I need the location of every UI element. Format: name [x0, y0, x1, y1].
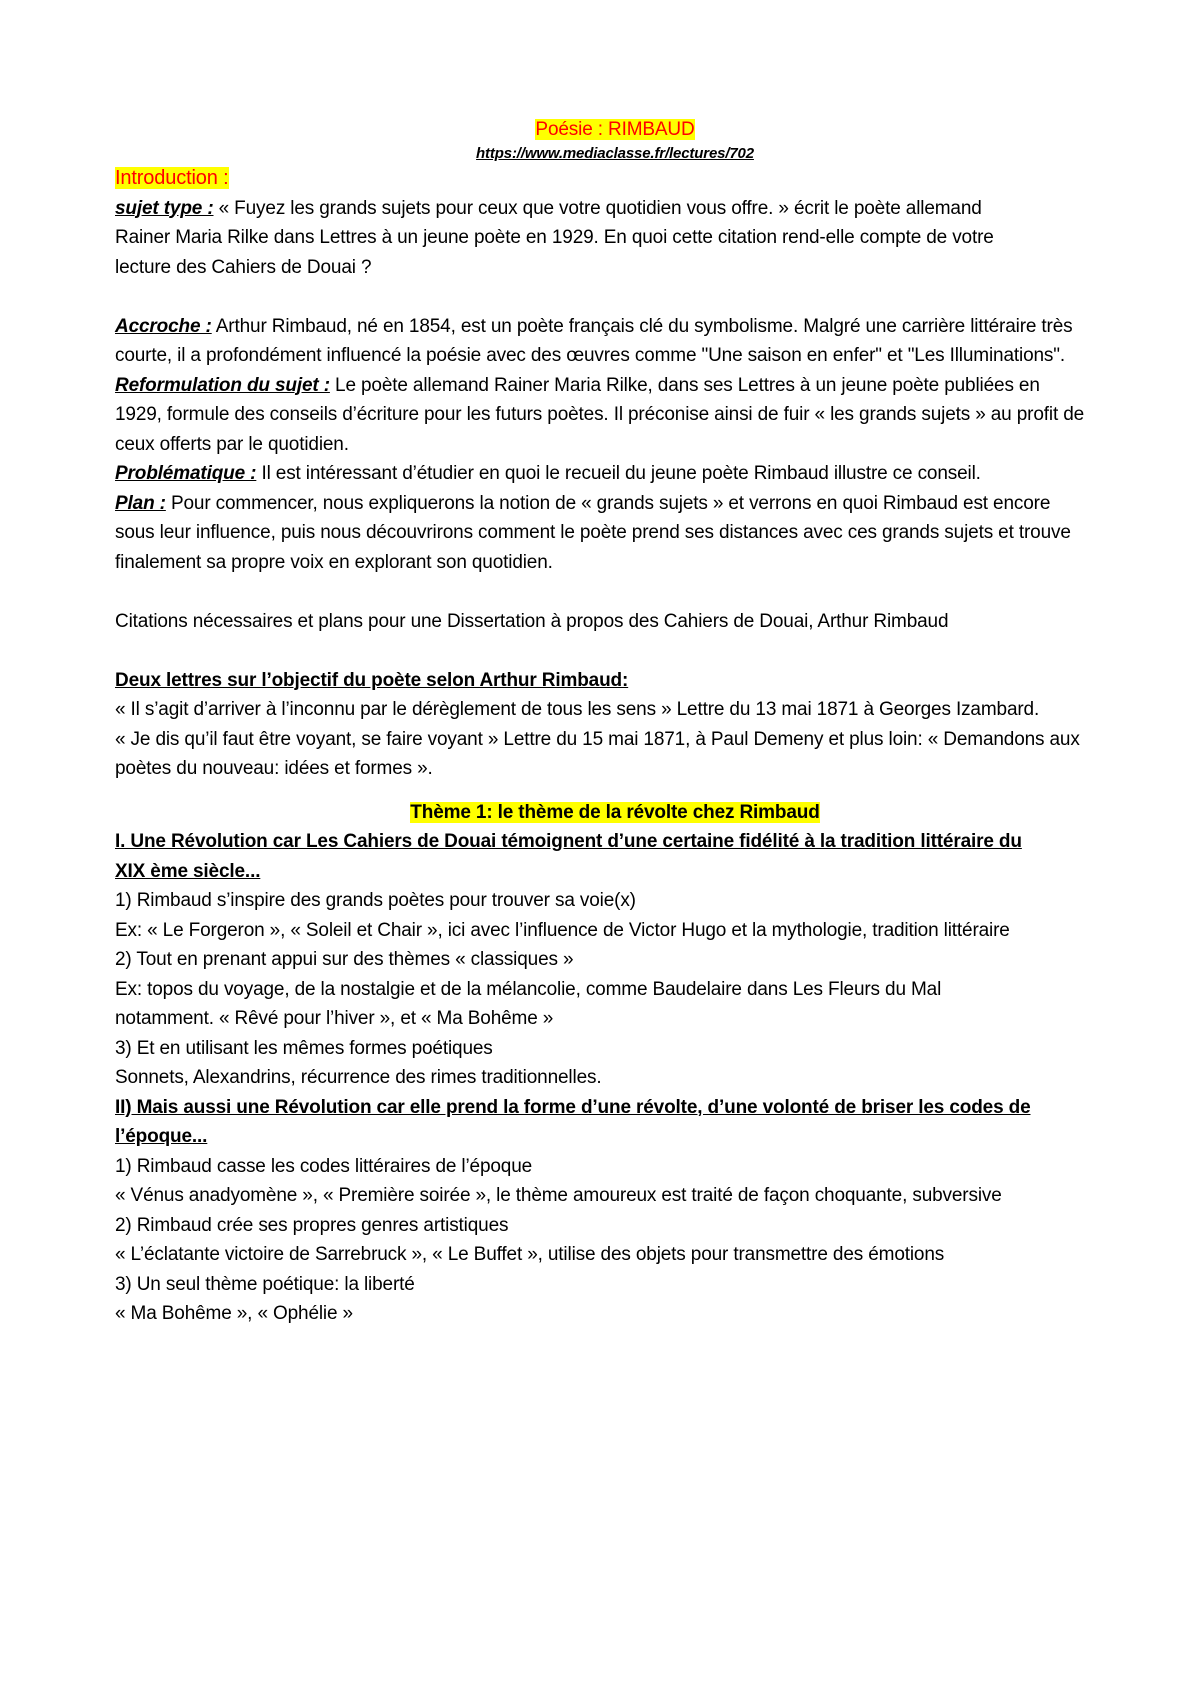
sujet-paragraph	[115, 194, 995, 283]
accroche-text: Arthur Rimbaud, né en 1854, est un poète français clé du symbolisme. Malgré une carrière littéraire très courte, il a profondément influencé la poésie avec des œuvres comme "Une saison en enfer" et "Les Illuminations".	[115, 315, 1073, 366]
intro-heading-line	[115, 164, 1115, 194]
citations-intro: Citations nécessaires et plans pour une Dissertation à propos des Cahiers de Douai, Arthur Rimbaud	[115, 610, 949, 632]
plan-text: Pour commencer, nous expliquerons la notion de « grands sujets » et verrons en quoi Rimbaud est encore sous leur influence, puis nous découvrirons comment le poète prend ses distances avec ces grands sujets et trouve finalement sa propre voix en explorant son quotidien.	[115, 492, 1071, 573]
part2-item: 2) Rimbaud crée ses propres genres artistiques	[115, 1214, 509, 1236]
part2-heading: II) Mais aussi une Révolution car elle prend la forme d’une révolte, d’une volonté de briser les codes de l’époque...	[115, 1096, 1031, 1147]
spacer	[115, 577, 1115, 607]
part1-heading: I. Une Révolution car Les Cahiers de Douai témoignent d’une certaine fidélité à la tradition littéraire du XIX ème siècle...	[115, 831, 1022, 882]
plan-label: Plan :	[115, 492, 166, 514]
spacer	[115, 636, 1115, 666]
theme1-title-line	[115, 798, 1115, 828]
intro-heading: Introduction :	[115, 167, 229, 189]
problematique-label: Problématique :	[115, 463, 257, 484]
source-url[interactable]: https://www.mediaclasse.fr/lectures/702	[476, 145, 754, 162]
document-body	[115, 116, 1115, 1329]
part2-item: 1) Rimbaud casse les codes littéraires de l’époque	[115, 1155, 533, 1177]
part2-item: « L’éclatante victoire de Sarrebruck », « Le Buffet », utilise des objets pour transmettre des émotions	[115, 1244, 945, 1265]
plan-paragraph	[115, 489, 1085, 578]
letter-demeny: « Je dis qu’il faut être voyant, se faire voyant » Lettre du 15 mai 1871, à Paul Demeny et plus loin: « Demandons aux poètes du nouveau: idées et formes ».	[115, 728, 1080, 779]
part1-item: Sonnets, Alexandrins, récurrence des rimes traditionnelles.	[115, 1067, 602, 1088]
part1-item: 1) Rimbaud s’inspire des grands poètes pour trouver sa voie(x)	[115, 890, 636, 911]
part2-item: « Ma Bohême », « Ophélie »	[115, 1303, 353, 1324]
letters-heading: Deux lettres sur l’objectif du poète selon Arthur Rimbaud:	[115, 669, 629, 691]
problematique-text: Il est intéressant d’étudier en quoi le recueil du jeune poète Rimbaud illustre ce conseil.	[256, 463, 981, 484]
accroche-paragraph	[115, 312, 1085, 371]
spacer	[115, 784, 1115, 798]
part1-item: Ex: « Le Forgeron », « Soleil et Chair », ici avec l’influence de Victor Hugo et la mythologie, tradition littéraire	[115, 919, 1010, 941]
reformulation-paragraph	[115, 371, 1085, 460]
problematique-paragraph	[115, 459, 1085, 489]
sujet-label: sujet type :	[115, 197, 214, 219]
page-title: Poésie : RIMBAUD	[535, 119, 695, 140]
part1-item: 3) Et en utilisant les mêmes formes poétiques	[115, 1037, 493, 1059]
part2-item: 3) Un seul thème poétique: la liberté	[115, 1273, 415, 1295]
letter-izambard: « Il s’agit d’arriver à l’inconnu par le dérèglement de tous les sens » Lettre du 13 mai 1871 à Georges Izambard.	[115, 699, 1040, 720]
sujet-text: « Fuyez les grands sujets pour ceux que votre quotidien vous offre. » écrit le poète allemand Rainer Maria Rilke dans Lettres à un jeune poète en 1929. En quoi cette citation rend-elle compte de votre lecture des Cahiers de Douai ?	[115, 197, 994, 278]
reformulation-label: Reformulation du sujet :	[115, 374, 330, 396]
part2-item: « Vénus anadyomène », « Première soirée », le thème amoureux est traité de façon choquante, subversive	[115, 1185, 1002, 1206]
accroche-label: Accroche :	[115, 315, 212, 337]
part1-item: 2) Tout en prenant appui sur des thèmes « classiques »	[115, 949, 574, 970]
theme1-title: Thème 1: le thème de la révolte chez Rimbaud	[410, 801, 820, 823]
part1-item: Ex: topos du voyage, de la nostalgie et de la mélancolie, comme Baudelaire dans Les Fleurs du Mal notamment. « Rêvé pour l’hiver », et « Ma Bohême »	[115, 978, 942, 1029]
title-line	[115, 116, 1115, 144]
reformulation-text: Le poète allemand Rainer Maria Rilke, dans ses Lettres à un jeune poète publiées en 1929, formule des conseils d’écriture pour les futurs poètes. Il préconise ainsi de fuir « les grands sujets » au profit de ceux offerts par le quotidien.	[115, 374, 1085, 455]
spacer	[115, 282, 1115, 312]
